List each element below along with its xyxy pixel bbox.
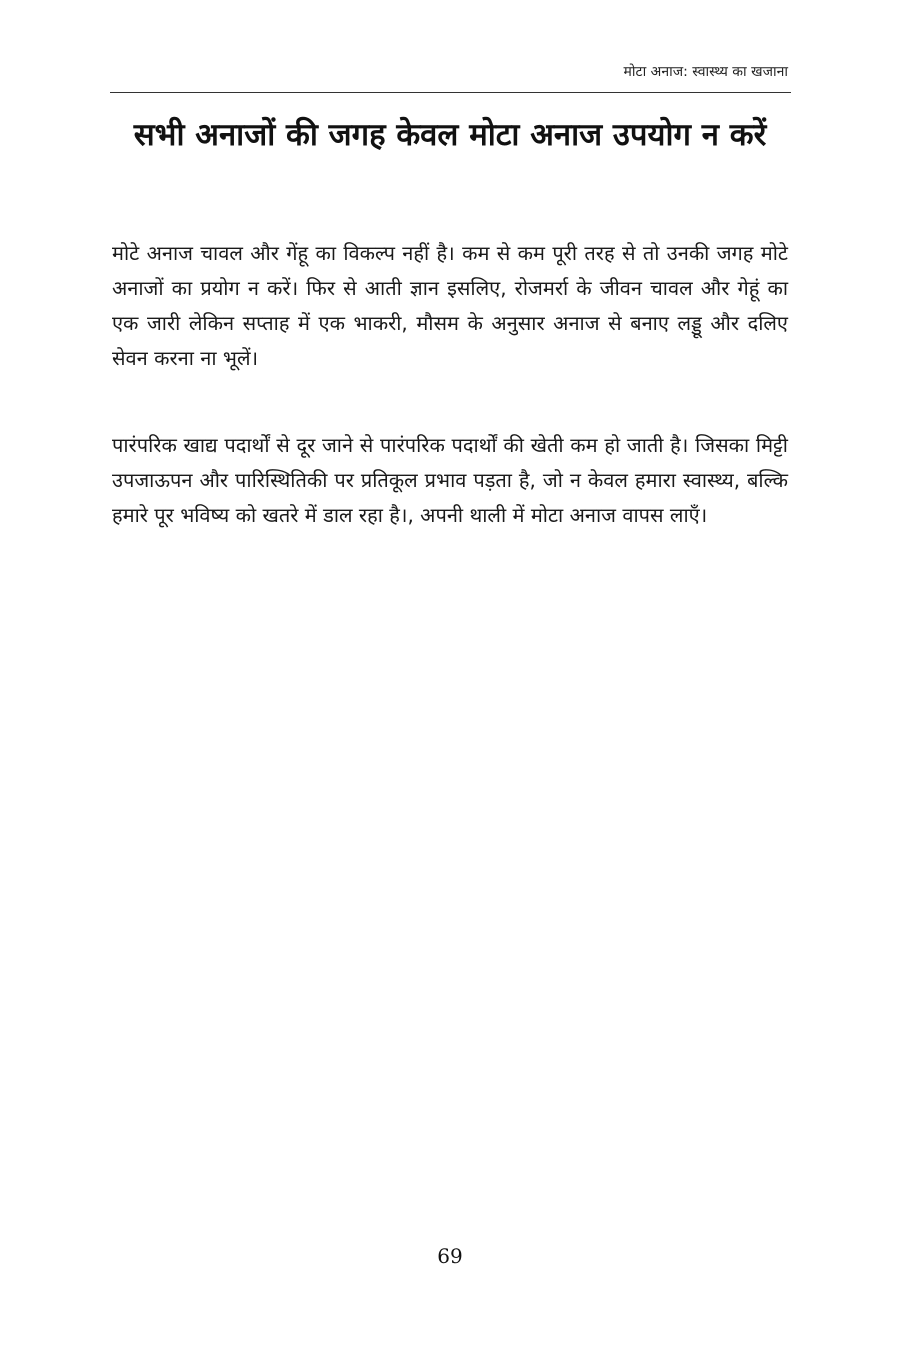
header-divider — [110, 92, 791, 93]
page-title: सभी अनाजों की जगह केवल मोटा अनाज उपयोग न करें — [133, 117, 767, 153]
running-header: मोटा अनाज: स्वास्थ्य का खजाना — [623, 64, 788, 80]
body-paragraph-1: मोटे अनाज चावल और गेंहू का विकल्प नहीं है। कम से कम पूरी तरह से तो उनकी जगह मोटे अनाजों का प्रयोग न करें। फिर से आती ज्ञान इसलिए, रोजमर्रा के जीवन चावल और गेहूं का एक जारी लेकिन सप्ताह में एक भाकरी, मौसम के अनुसार अनाज से बनाए लड्डू और दलिए सेवन करना ना भूलें। — [112, 241, 788, 370]
page-number: 69 — [437, 1244, 463, 1268]
body-paragraph-2: पारंपरिक खाद्य पदार्थों से दूर जाने से पारंपरिक पदार्थों की खेती कम हो जाती है। जिसका मिट्टी उपजाऊपन और पारिस्थितिकी पर प्रतिकूल प्रभाव पड़ता है, जो न केवल हमारा स्वास्थ्य, बल्कि हमारे पूर भविष्य को खतरे में डाल रहा है।, अपनी थाली में मोटा अनाज वापस लाएँ। — [112, 433, 788, 527]
